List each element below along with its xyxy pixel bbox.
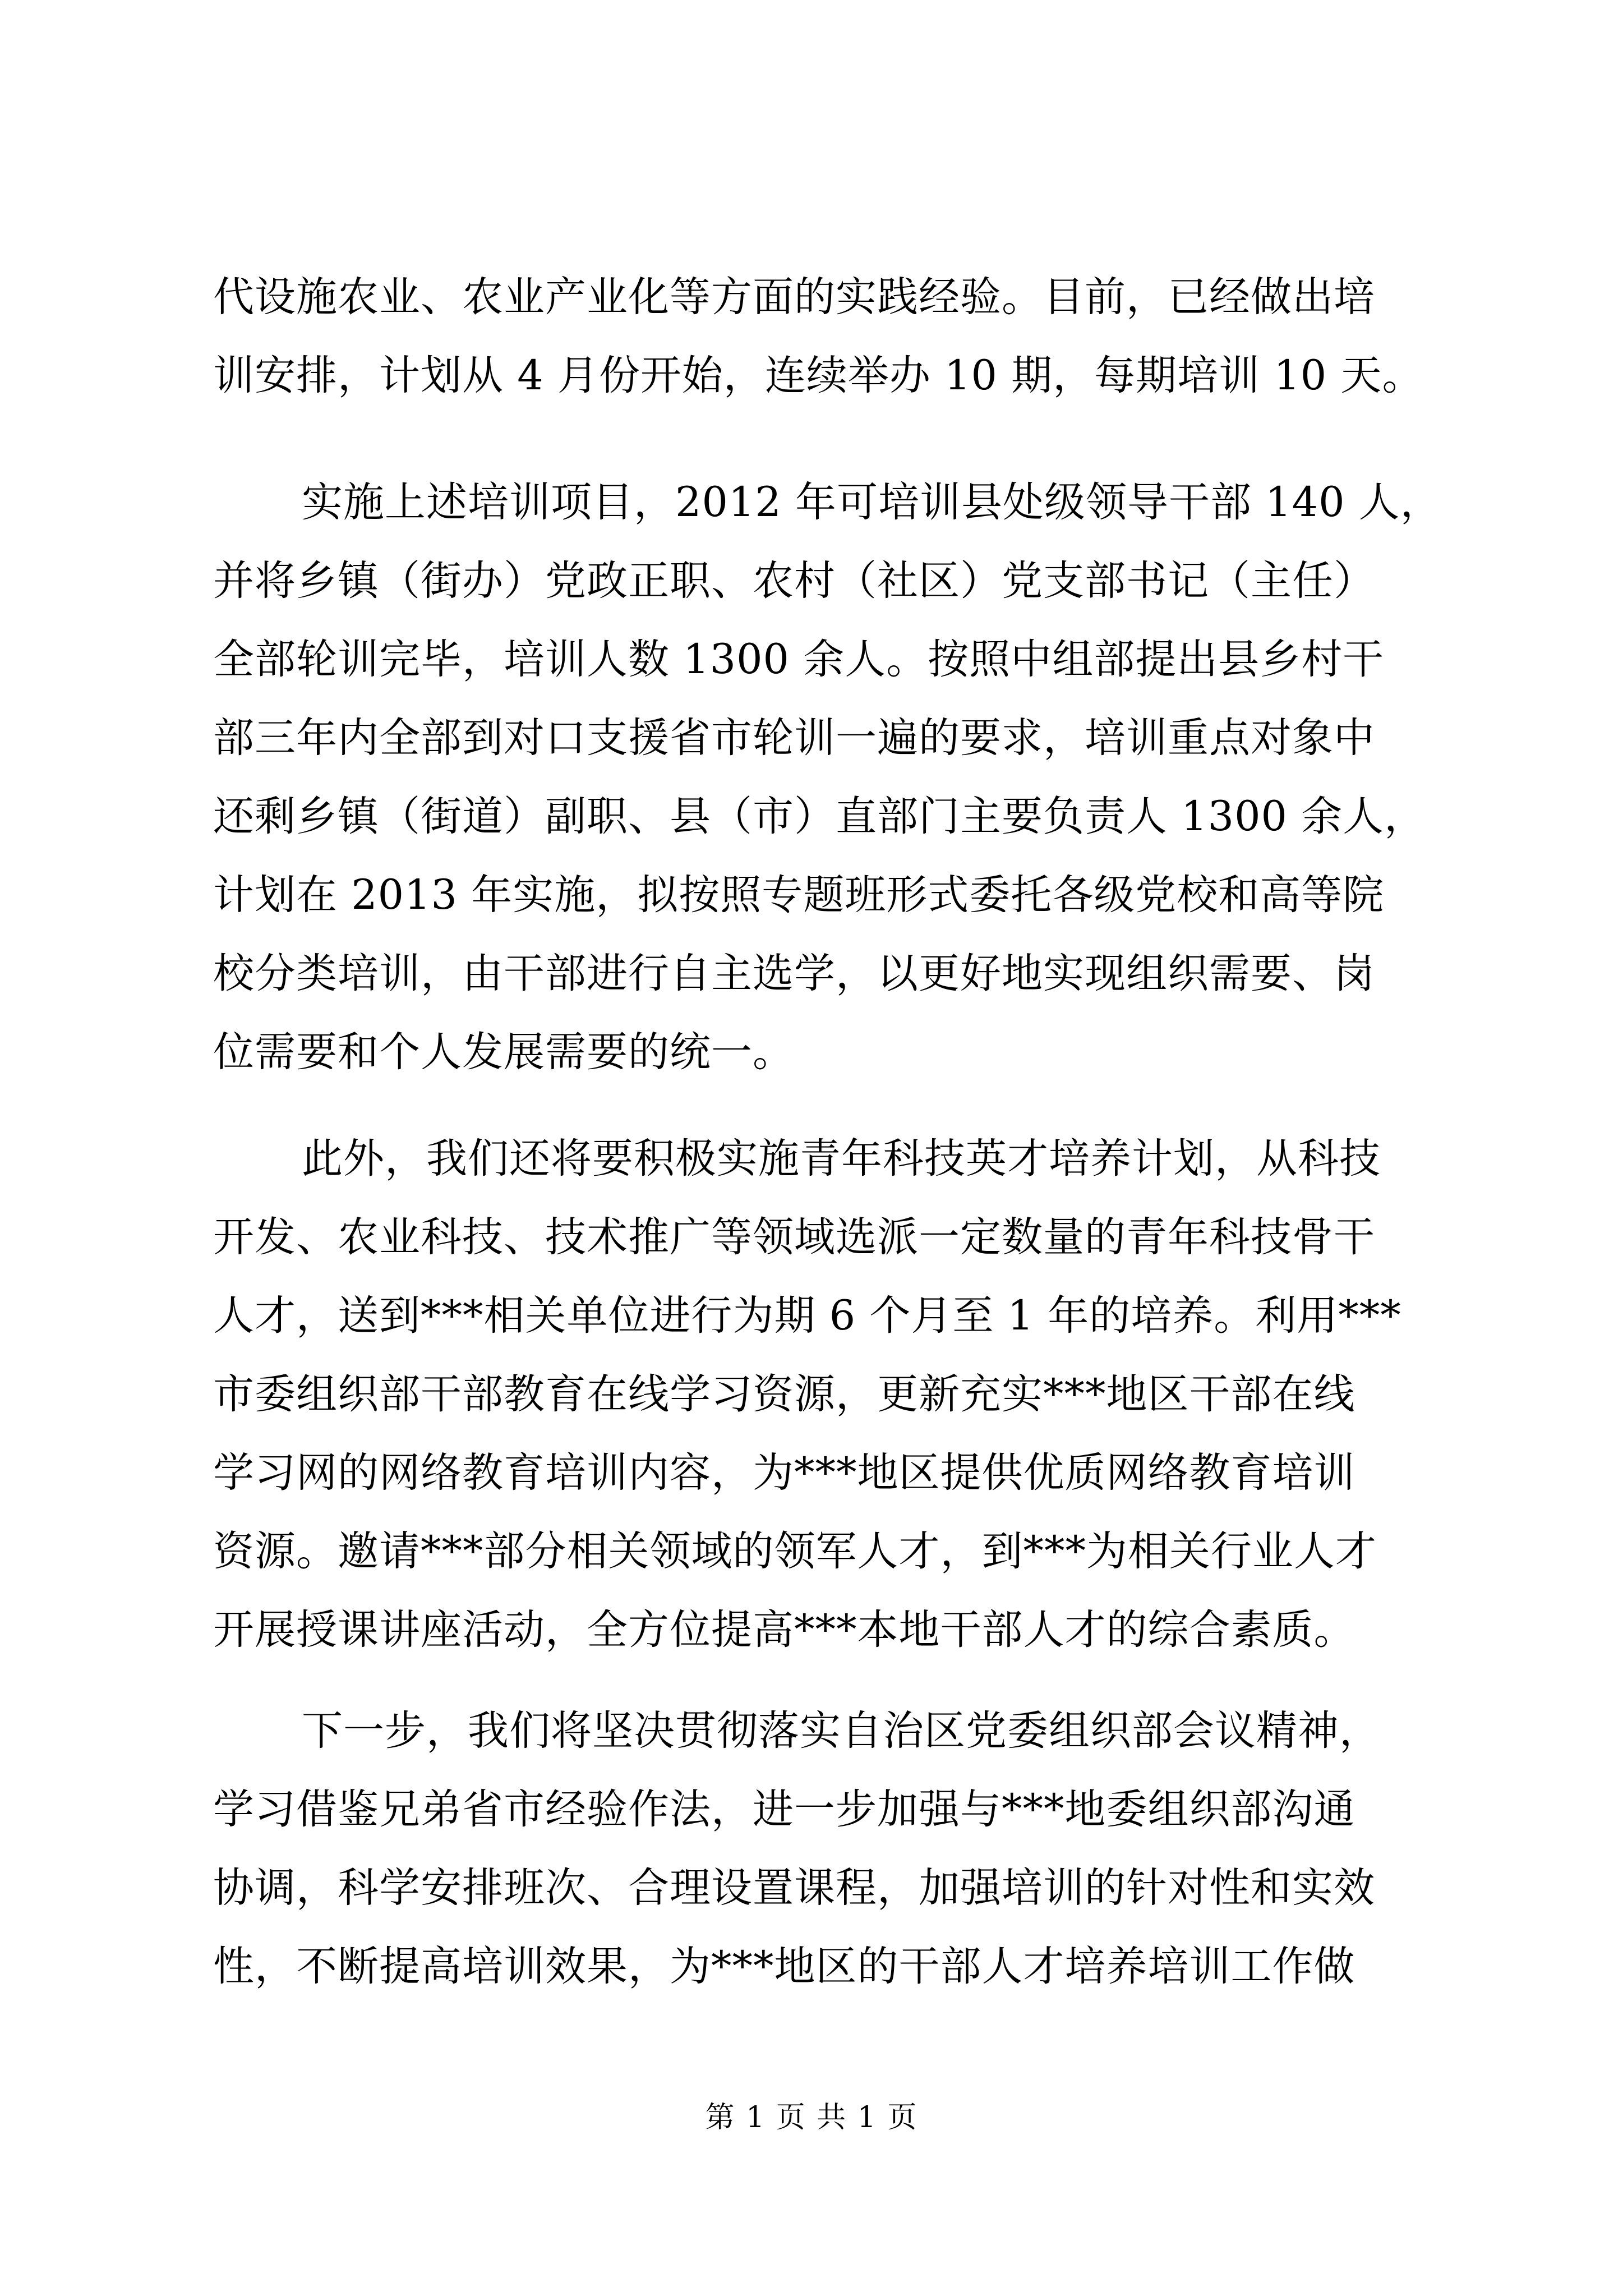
- text-line-6: 部三年内全部到对口支援省市轮训一遍的要求，培训重点对象中: [213, 714, 1375, 762]
- text-line-7: 还剩乡镇（街道）副职、县（市）直部门主要负责人 1300 余人，: [213, 793, 1426, 840]
- text-line-5: 全部轮训完毕，培训人数 1300 余人。按照中组部提出县乡村干: [213, 636, 1385, 683]
- text-line-10: 位需要和个人发展需要的统一。: [213, 1028, 794, 1076]
- text-line-9: 校分类培训，由干部进行自主选学，以更好地实现组织需要、岗: [213, 950, 1375, 997]
- text-line-3: 实施上述培训项目，2012 年可培训县处级领导干部 140 人，: [302, 478, 1442, 526]
- text-line-4: 并将乡镇（街办）党政正职、农村（社区）党支部书记（主任）: [213, 557, 1375, 605]
- text-line-21: 性，不断提高培训效果，为***地区的干部人才培养培训工作做: [213, 1943, 1355, 1990]
- page-number-footer: 第 1 页 共 1 页: [705, 2101, 918, 2134]
- text-line-18: 下一步，我们将坚决贯彻落实自治区党委组织部会议精神，: [302, 1707, 1381, 1755]
- text-line-12: 开发、农业科技、技术推广等领域选派一定数量的青年科技骨干: [213, 1213, 1375, 1261]
- text-line-13: 人才，送到***相关单位进行为期 6 个月至 1 年的培养。利用***: [213, 1292, 1401, 1340]
- text-line-19: 学习借鉴兄弟省市经验作法，进一步加强与***地委组织部沟通: [213, 1786, 1355, 1833]
- text-line-17: 开展授课讲座活动，全方位提高***本地干部人才的综合素质。: [213, 1606, 1355, 1654]
- text-line-1: 代设施农业、农业产业化等方面的实践经验。目前，已经做出培: [213, 273, 1375, 321]
- text-line-2: 训安排，计划从 4 月份开始，连续举办 10 期，每期培训 10 天。: [213, 352, 1424, 399]
- text-line-20: 协调，科学安排班次、合理设置课程，加强培训的针对性和实效: [213, 1864, 1375, 1912]
- text-line-16: 资源。邀请***部分相关领域的领军人才，到***为相关行业人才: [213, 1527, 1377, 1575]
- text-line-8: 计划在 2013 年实施，拟按照专题班形式委托各级党校和高等院: [213, 871, 1385, 919]
- text-line-11: 此外，我们还将要积极实施青年科技英才培养计划，从科技: [302, 1135, 1381, 1182]
- text-line-15: 学习网的网络教育培训内容，为***地区提供优质网络教育培训: [213, 1449, 1355, 1497]
- text-line-14: 市委组织部干部教育在线学习资源，更新充实***地区干部在线: [213, 1370, 1355, 1418]
